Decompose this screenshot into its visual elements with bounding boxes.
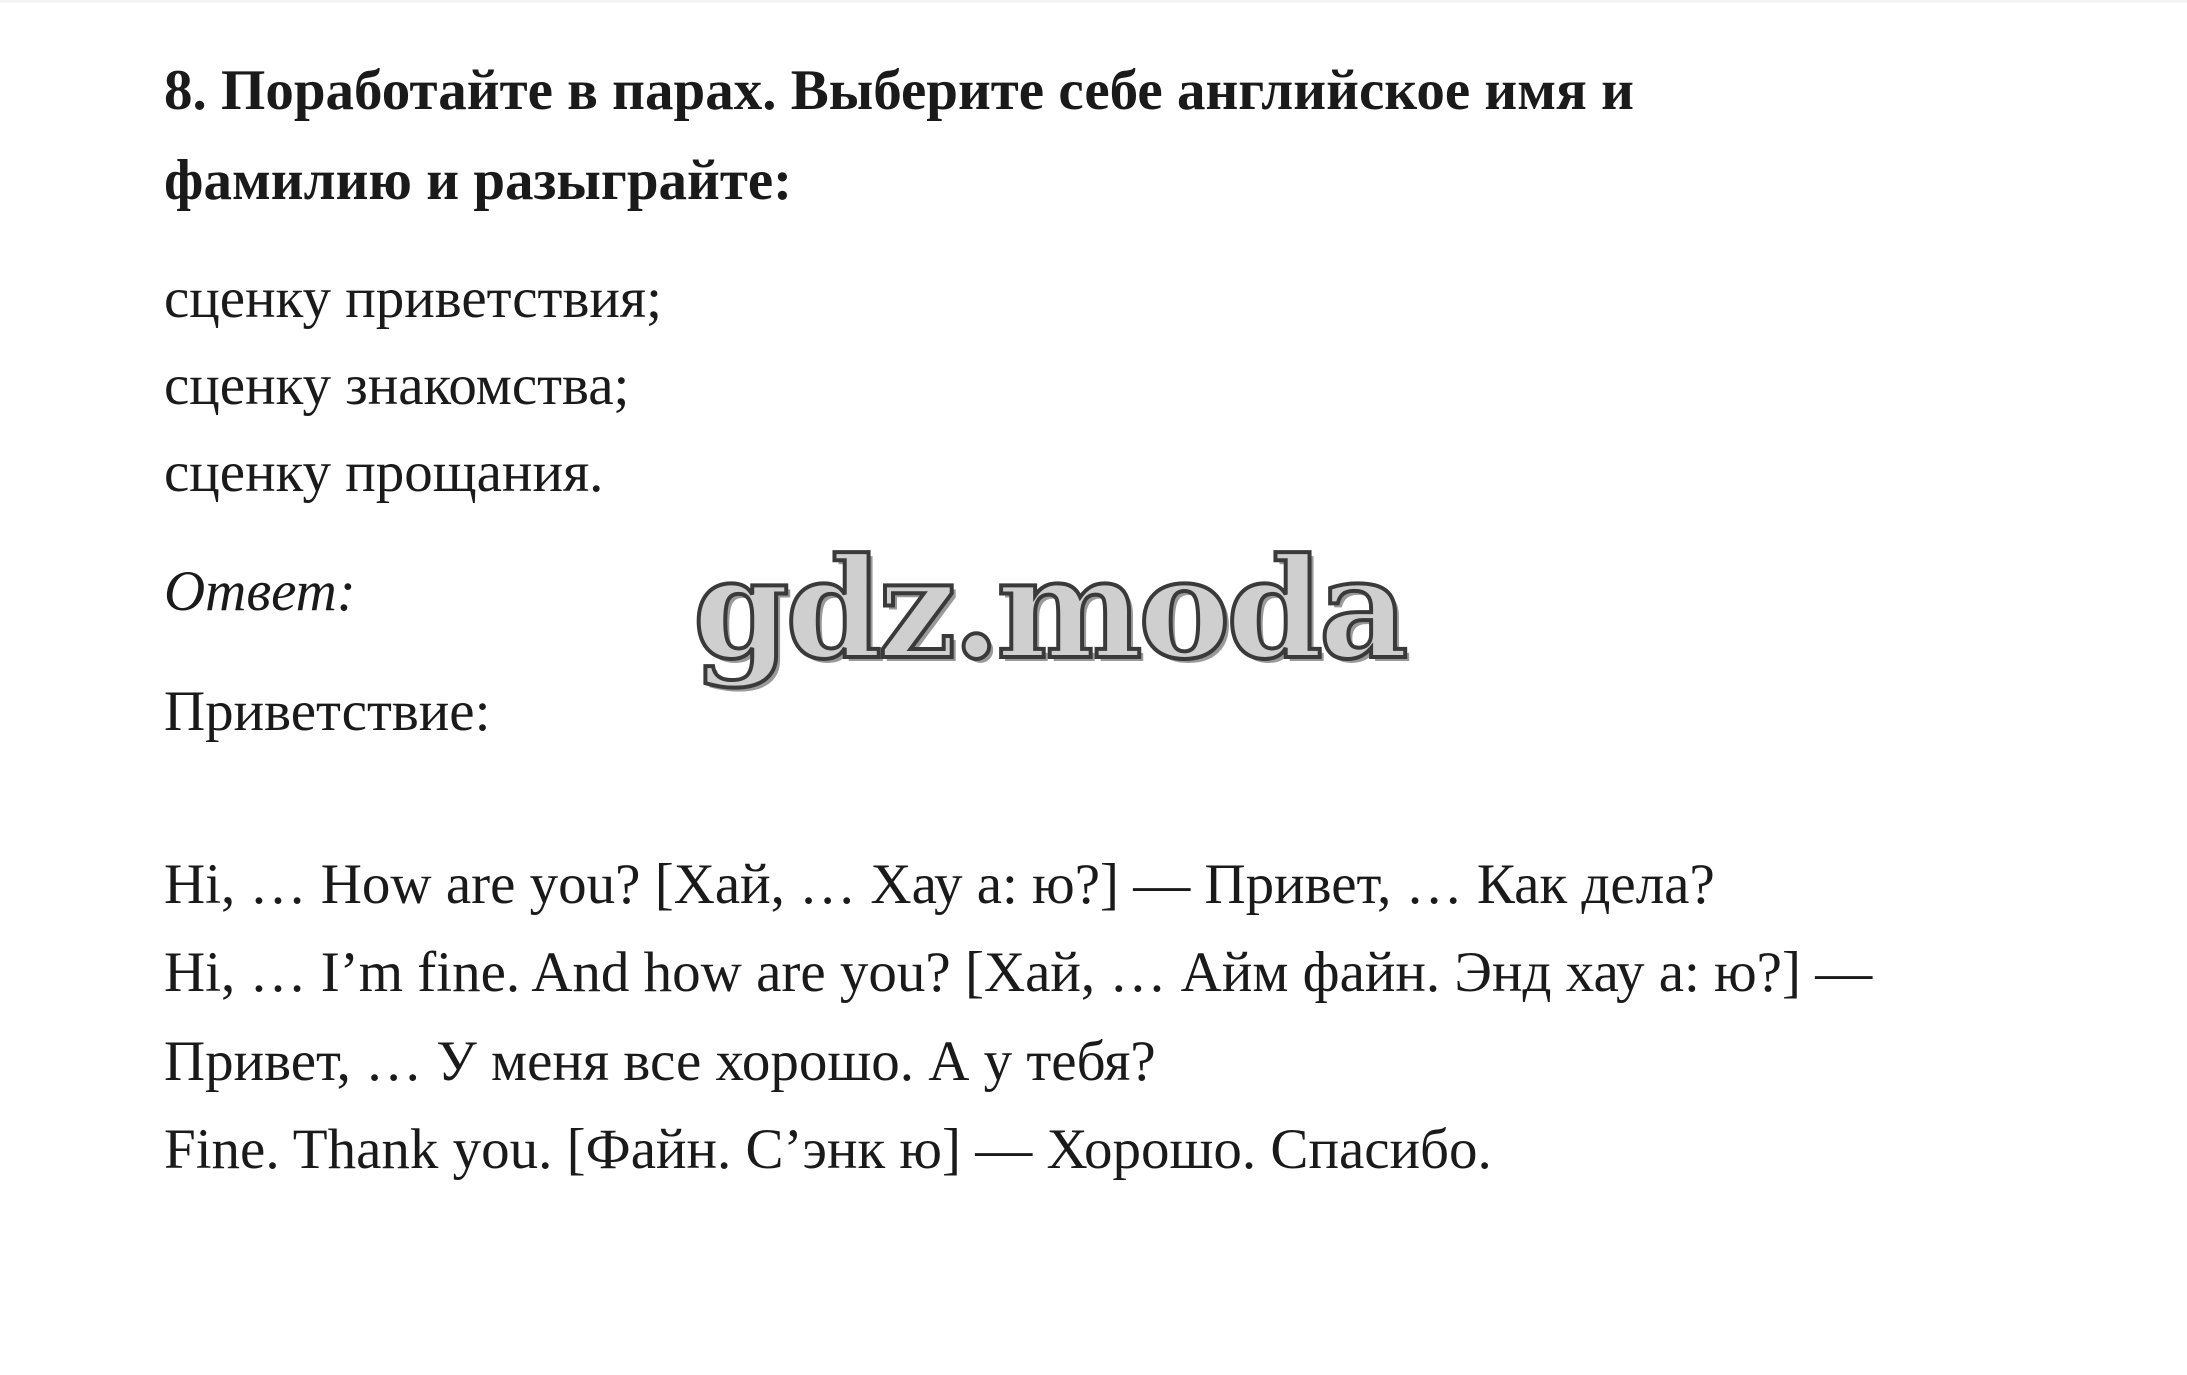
section-title-greeting: Приветствие: <box>164 680 491 743</box>
dialogue-line-3: Привет, … У меня все хорошо. А у тебя? <box>164 1030 1156 1093</box>
dialogue-line-2: Hi, … I’m fine. And how are you? [Хай, … Айм файн. Энд хау а: ю?] — <box>164 941 1873 1004</box>
task-heading-line-2: фамилию и разыграйте: <box>164 149 793 212</box>
task-item-greeting: сценку приветствия; <box>164 267 662 330</box>
page-top-edge <box>0 0 2187 3</box>
task-heading-line-1: 8. Поработайте в парах. Выберите себе английское имя и <box>164 59 1634 122</box>
dialogue-line-1: Hi, … How are you? [Хай, … Хау а: ю?] — Привет, … Как дела? <box>164 853 1715 916</box>
task-item-farewell: сценку прощания. <box>164 441 604 504</box>
dialogue-line-4: Fine. Thank you. [Файн. С’энк ю] — Хорошо. Спасибо. <box>164 1118 1492 1181</box>
task-item-acquaintance: сценку знакомства; <box>164 354 630 417</box>
watermark-logo: gdz.moda <box>693 527 1405 690</box>
answer-label: Ответ: <box>164 560 356 623</box>
